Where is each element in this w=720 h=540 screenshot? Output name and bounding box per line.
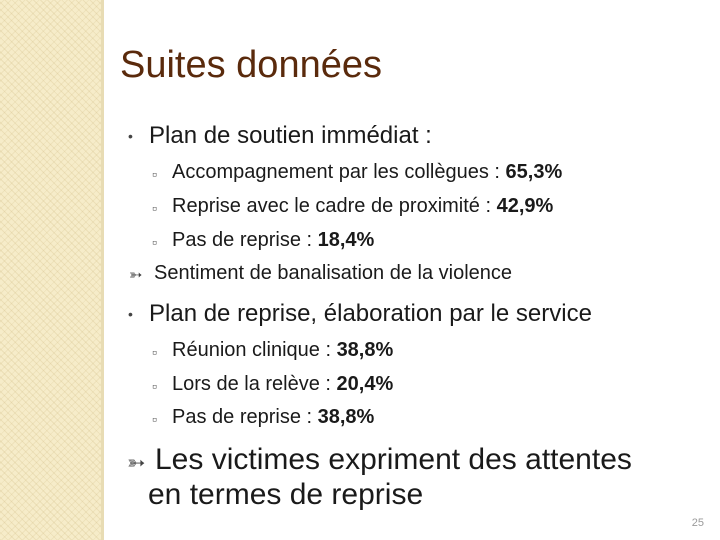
bullet-victimes-line1: Les victimes expriment des attentes	[155, 443, 632, 476]
sub-item-releve	[172, 373, 393, 396]
sub-item-accompagnement	[172, 161, 562, 184]
page-number: 25	[691, 517, 704, 529]
decorative-sidebar	[0, 0, 101, 540]
square-bullet-icon: ▫	[152, 344, 157, 360]
sub-item-pas-reprise-2	[172, 406, 374, 429]
bullet-dot-icon: •	[128, 306, 133, 322]
arrow-bullet-icon: ➳	[129, 267, 143, 284]
sub-item-value: 20,4%	[336, 373, 394, 395]
sub-item-label: Lors de la relève :	[172, 373, 337, 395]
bullet-victimes-line2: en termes de reprise	[148, 478, 424, 511]
bullet-plan-soutien: Plan de soutien immédiat :	[149, 122, 432, 149]
sidebar-rule	[101, 0, 104, 540]
bullet-plan-reprise: Plan de reprise, élaboration par le service	[149, 300, 592, 327]
arrow-bullet-icon: ➳	[127, 450, 146, 475]
sub-item-value: 42,9%	[496, 195, 554, 217]
sub-item-label: Réunion clinique :	[172, 339, 337, 361]
square-bullet-icon: ▫	[152, 200, 157, 216]
bullet-sentiment-banalisation: Sentiment de banalisation de la violence	[154, 262, 513, 284]
sub-item-reunion-clinique	[172, 339, 393, 362]
sub-item-reprise-cadre	[172, 195, 553, 218]
sub-item-label: Pas de reprise :	[172, 229, 318, 251]
sub-item-value: 38,8%	[336, 339, 394, 361]
sub-item-pas-reprise	[172, 229, 374, 252]
square-bullet-icon: ▫	[152, 378, 157, 394]
square-bullet-icon: ▫	[152, 234, 157, 250]
square-bullet-icon: ▫	[152, 166, 157, 182]
sub-item-value: 38,8%	[317, 406, 375, 428]
bullet-dot-icon: •	[128, 128, 133, 144]
sub-item-label: Pas de reprise :	[172, 406, 318, 428]
sub-item-value: 18,4%	[317, 229, 375, 251]
sub-item-label: Reprise avec le cadre de proximité :	[172, 195, 497, 217]
slide-title: Suites données	[120, 44, 382, 86]
square-bullet-icon: ▫	[152, 411, 157, 427]
sub-item-value: 65,3%	[505, 161, 563, 183]
sub-item-label: Accompagnement par les collègues :	[172, 161, 506, 183]
